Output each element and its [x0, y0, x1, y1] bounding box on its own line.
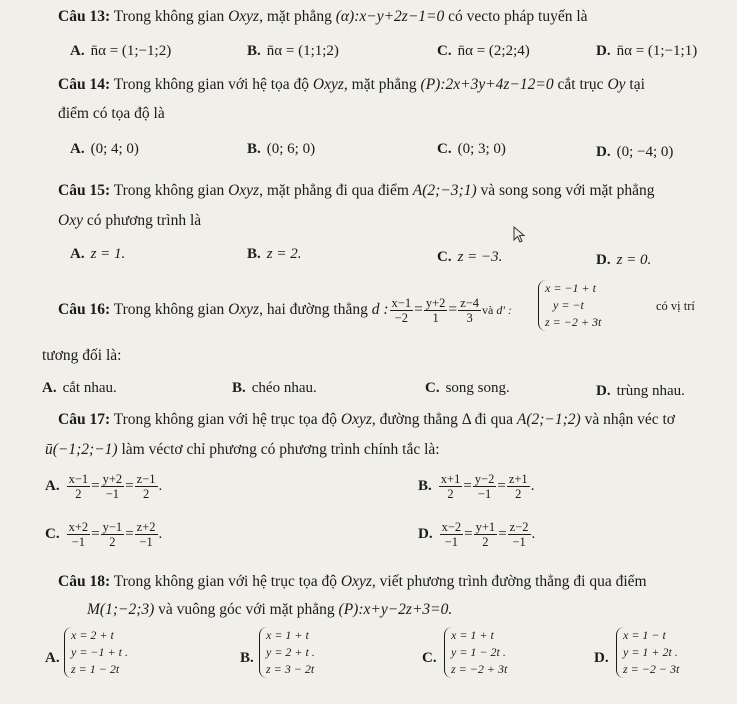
q17-option-d[interactable]: D. $\frac{x-2}{-1}$ = $\frac{y+1}{2}$ = $\frac{z-2}{-1}$ . [418, 520, 536, 549]
q17-stem: Câu 17: Trong không gian với hệ trục tọa độ Oxyz, đường thẳng Δ đi qua A(2;−1;2) và nhận véc tơ [58, 411, 675, 428]
q14-stem-line2: điểm có tọa độ là [58, 105, 165, 122]
q18-option-d[interactable]: x = 1 − t y = 1 + 2t . z = −2 − 3t [616, 627, 679, 678]
fraction: $\frac{z-4}{3}$ [460, 296, 479, 325]
q14-option-b[interactable]: B. (0; 6; 0) [247, 141, 316, 157]
q17-option-a[interactable]: A. $\frac{x-1}{2}$ = $\frac{y+2}{-1}$ = $\frac{z-1}{2}$ . [45, 472, 163, 501]
q13-option-d[interactable]: D. n̄α = (1;−1;1) [596, 43, 698, 59]
q13-stem: Câu 13: Trong không gian Oxyz, mặt phẳng (α):x−y+2z−1=0 có vecto pháp tuyến là [58, 8, 588, 25]
q18-option-c-label[interactable]: C. [422, 650, 437, 666]
q14-option-a[interactable]: A. (0; 4; 0) [70, 141, 139, 157]
q15-option-c[interactable]: C. z = −3. [437, 249, 503, 265]
q14-stem: Câu 14: Trong không gian với hệ tọa độ Oxyz, mặt phẳng (P):2x+3y+4z−12=0 cắt trục Oy tại [58, 76, 645, 93]
q13-option-c[interactable]: C. n̄α = (2;2;4) [437, 43, 530, 59]
fraction: $\frac{y+2}{1}$ [425, 296, 446, 325]
q17-option-c[interactable]: C. $\frac{x+2}{-1}$ = $\frac{y-1}{2}$ = $\frac{z+2}{-1}$ . [45, 520, 163, 549]
q16-parametric-system: x = −1 + t y = −t z = −2 + 3t [538, 280, 601, 331]
q16-stem-line2: tương đối là: [42, 347, 122, 364]
q17-option-b[interactable]: B. $\frac{x+1}{2}$ = $\frac{y-2}{-1}$ = $\frac{z+1}{2}$ . [418, 472, 535, 501]
q16-stem: Câu 16: Trong không gian Oxyz, hai đường thẳng d : $\frac{x-1}{-2}$ = $\frac{y+2}{1}$ = $\frac{z-4}{3}$ và d' : [58, 296, 512, 325]
q15-stem: Câu 15: Trong không gian Oxyz, mặt phẳng đi qua điểm A(2;−3;1) và song song với mặt phẳng [58, 182, 655, 199]
q14-option-c[interactable]: C. (0; 3; 0) [437, 141, 506, 157]
fraction: $\frac{x-1}{-2}$ [391, 296, 412, 325]
q16-option-c[interactable]: C. song song. [425, 380, 510, 396]
q15-option-a[interactable]: A. z = 1. [70, 246, 126, 262]
q17-stem-line2: ū(−1;2;−1) làm véctơ chỉ phương có phương trình chính tắc là: [45, 441, 440, 458]
q18-option-a-label[interactable]: A. [45, 650, 60, 666]
q18-option-d-label[interactable]: D. [594, 650, 609, 666]
q15-option-d[interactable]: D. z = 0. [596, 252, 652, 268]
q18-stem-line2: M(1;−2;3) và vuông góc với mặt phẳng (P):x+y−2z+3=0. [87, 601, 453, 618]
q18-option-b-label[interactable]: B. [240, 650, 254, 666]
q14-option-d[interactable]: D. (0; −4; 0) [596, 144, 674, 160]
q15-option-b[interactable]: B. z = 2. [247, 246, 302, 262]
q16-option-a[interactable]: A. cắt nhau. [42, 380, 117, 396]
q13-option-a[interactable]: A. n̄α = (1;−1;2) [70, 43, 172, 59]
q18-option-c[interactable]: x = 1 + t y = 1 − 2t . z = −2 + 3t [444, 627, 507, 678]
q13-option-b[interactable]: B. n̄α = (1;1;2) [247, 43, 339, 59]
mouse-cursor-icon [513, 226, 527, 244]
q18-stem: Câu 18: Trong không gian với hệ trục tọa độ Oxyz, viết phương trình đường thẳng đi qua điểm [58, 573, 647, 590]
q16-option-d[interactable]: D. trùng nhau. [596, 383, 685, 399]
q16-option-b[interactable]: B. chéo nhau. [232, 380, 317, 396]
q18-option-a[interactable]: x = 2 + t y = −1 + t . z = 1 − 2t [64, 627, 128, 678]
q15-stem-line2: Oxy có phương trình là [58, 212, 202, 229]
q18-option-b[interactable]: x = 1 + t y = 2 + t . z = 3 − 2t [259, 627, 315, 678]
q16-position-text: có vị trí [656, 299, 695, 313]
